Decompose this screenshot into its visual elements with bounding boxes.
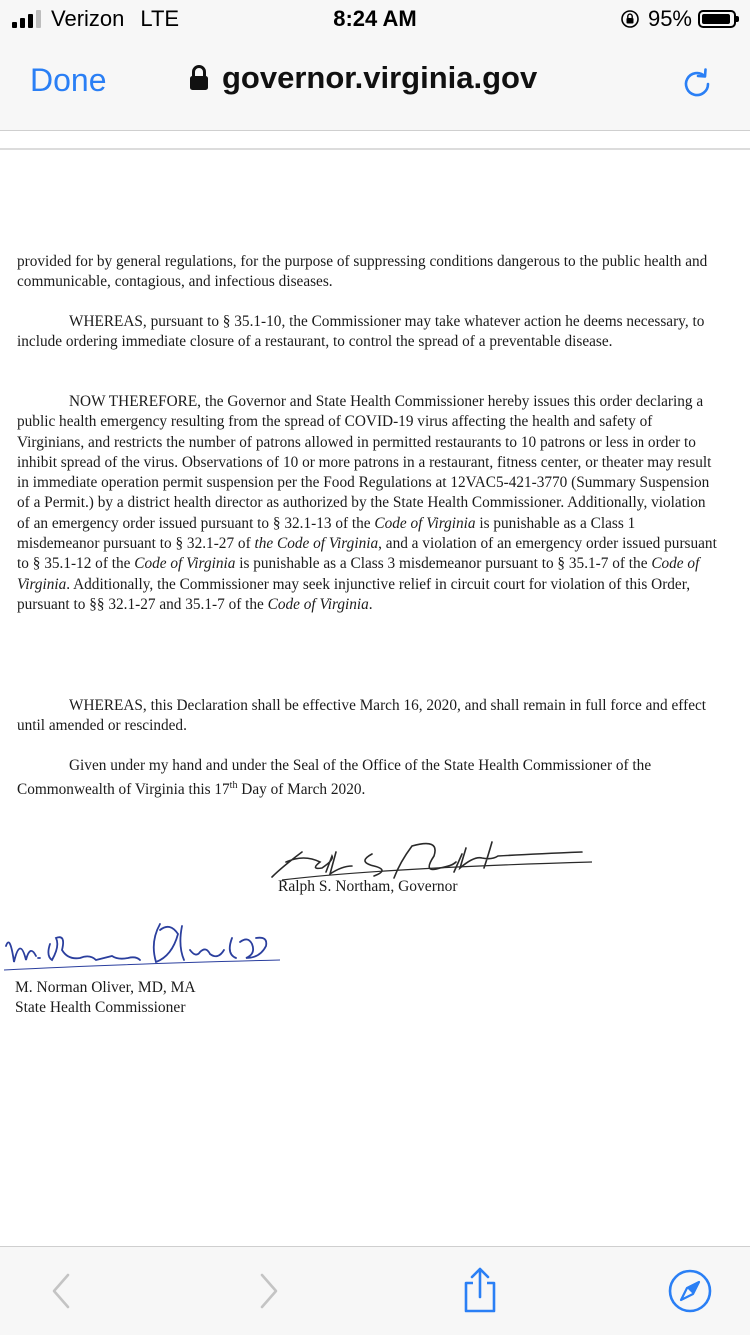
paragraph-text: WHEREAS, this Declaration shall be effective March 16, 2020, and shall remain in full force and effect until amended or rescinded. (17, 697, 707, 735)
open-in-safari-button[interactable] (666, 1267, 714, 1315)
paragraph-whereas-closure (17, 312, 717, 353)
text-run: is punishable as a Class 1 misdemeanor pursuant to § 32.1-27 of (17, 514, 636, 553)
text-run: . Additionally, the Commissioner may seek injunctive relief in circuit court for violation of this Order, pursuant to §§ 32.1-27 and 35.1-7 of the (17, 575, 691, 613)
clock: 8:24 AM (333, 6, 417, 31)
compass-icon (666, 1267, 714, 1315)
text-run: Day of March 2020. (237, 781, 366, 799)
commissioner-signature-image (0, 916, 290, 984)
browser-nav-bar (0, 40, 750, 131)
paragraph-given-under-hand (17, 756, 717, 801)
back-button[interactable] (46, 1269, 76, 1313)
text-run: , and a violation of an emergency order issued pursuant to § 35.1-12 of the (17, 535, 717, 573)
code-citation: the Code of Virginia (254, 535, 379, 553)
commissioner-name: M. Norman Oliver, MD, MA (15, 979, 196, 996)
carrier-name: Verizon (51, 6, 125, 31)
network-type: LTE (140, 6, 180, 31)
superscript: th (229, 780, 238, 792)
chevron-left-icon (46, 1269, 76, 1313)
forward-button[interactable] (254, 1269, 284, 1313)
commissioner-block (15, 978, 196, 1018)
battery-area (620, 6, 736, 32)
done-button[interactable]: Done (30, 62, 107, 98)
paragraph-effective-date (17, 696, 717, 737)
text-run: NOW THEREFORE, the Governor and State Health Commissioner hereby issues this order declaring a public health emergency resulting from the spread of COVID-19 virus affecting the health and safety of Virginians, and restricts the number of patrons allowed in permitted restaurants to 10 patrons or less in order to inhibit spread of the virus. Observations of 10 or more patrons in a restaurant, fitness center, or theater may result in immediate operation permit suspension per the Food Regulations at 12VAC5-421-3770 (Summary Suspension of a Permit.) by a district health director as authorized by the State Health Commissioner. Additionally, violation of an emergency order issued pursuant to § 32.1-13 of the (17, 393, 712, 532)
orientation-lock-icon (620, 9, 640, 29)
text-run: Given under my hand and under the Seal of the Office of the State Health Commissioner of the Commonwealth of Virginia this 17 (17, 757, 652, 799)
browser-toolbar (0, 1246, 750, 1335)
lock-icon (188, 64, 210, 92)
chevron-right-icon (254, 1269, 284, 1313)
paragraph-now-therefore (17, 392, 717, 615)
share-icon (458, 1265, 502, 1315)
url-text: governor.virginia.gov (222, 60, 538, 95)
code-citation: Code of Virginia (17, 555, 700, 593)
code-citation: Code of Virginia (134, 555, 236, 573)
refresh-icon[interactable] (678, 65, 716, 103)
code-citation: Code of Virginia (267, 595, 369, 613)
share-button[interactable] (458, 1265, 502, 1315)
code-citation: Code of Virginia (374, 514, 476, 532)
status-bar (0, 0, 750, 40)
paragraph-regulations: provided for by general regulations, for the purpose of suppressing conditions dangerous to the public health and communicable, contagious, and infectious diseases. (17, 253, 708, 291)
text-run: is punishable as a Class 3 misdemeanor pursuant to § 35.1-7 of the (235, 555, 652, 573)
address-bar[interactable] (188, 60, 537, 96)
paragraph-text: WHEREAS, pursuant to § 35.1-10, the Commissioner may take whatever action he deems necessary, to include ordering immediate closure of a restaurant, to control the spread of a preventable disease. (17, 313, 705, 351)
battery-percent: 95% (647, 6, 692, 31)
battery-icon (698, 10, 736, 28)
text-run: . (368, 595, 373, 613)
commissioner-title: State Health Commissioner (15, 999, 186, 1016)
governor-name: Ralph S. Northam, Governor (278, 878, 458, 895)
document-page (0, 148, 750, 1247)
